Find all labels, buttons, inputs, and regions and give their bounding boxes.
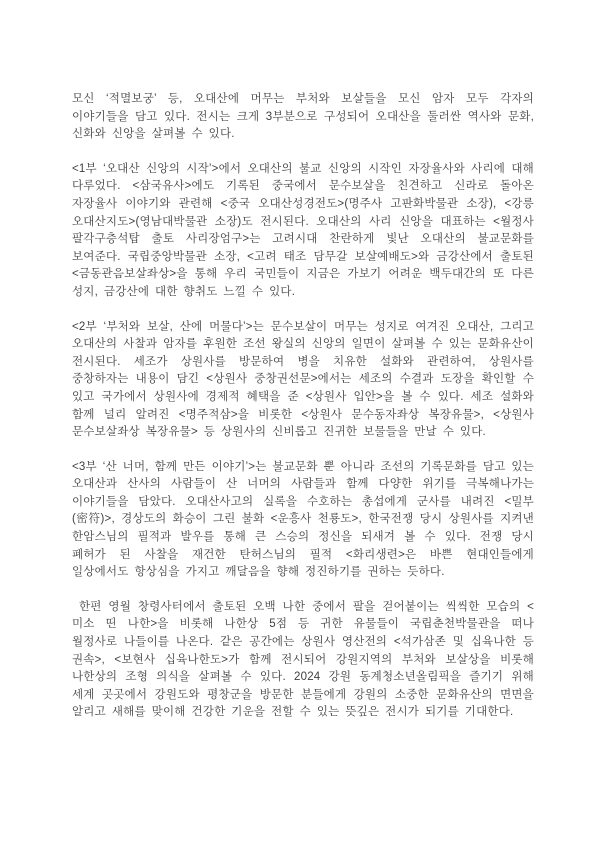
paragraph-closing: 한편 영월 창령사터에서 출토된 오백 나한 중에서 팔을 걷어붙이는 씩씩한 모습의 <미소 띤 나한>을 비롯해 나한상 5점 등 귀한 유물들이 국립춘천박물관을 떠나 월정사로 나들이를 나온다. 같은 공간에는 상원사 영산전의 <석가삼존 및 십육나한 등 권속>, <보현사 십육나한도>가 함께 전시되어 강원지역의 부처와 보살상을 비롯해 나한상의 조형 의식을 살펴볼 수 있다. 2024 강원 동계청소년올림픽을 즐기기 위해 세계 곳곳에서 강원도와 평창군을 방문한 분들에게 강원의 소중한 문화유산의 면면을 알리고 새해를 맞이해 건강한 기운을 전할 수 있는 뜻깊은 전시가 되기를 기대한다.	[72, 600, 534, 719]
paragraph-part1: <1부 ‘오대산 신앙의 시작’>에서 오대산의 불교 신앙의 시작인 자장율사와 사리에 대해 다루었다. <삼국유사>에도 기록된 중국에서 문수보살을 친견하고 신라로 돌아온 자장율사 이야기와 관련해 <중국 오대산성경전도>(명주사 고판화박물관 소장), <강릉 오대산지도>(영남대박물관 소장)도 전시된다. 오대산의 사리 신앙을 대표하는 <월정사 팔각구층석탑 출토 사리장엄구>는 고려시대 찬란하게 빛난 오대산의 불교문화를 보여준다. 국립중앙박물관 소장, <고려 태조 담무갈 보살예배도>와 금강산에서 출토된 <금동관음보살좌상>을 통해 우리 국민들이 지금은 가보기 어려운 백두대간의 또 다른 성지, 금강산에 대한 향취도 느낄 수 있다.	[72, 162, 534, 298]
paragraph-intro: 모신 ‘적멸보궁’ 등, 오대산에 머무는 부처와 보살들을 모신 암자 모두 각자의 이야기들을 담고 있다. 전시는 크게 3부분으로 구성되어 오대산을 둘러싼 역사와 문화, 신화와 신앙을 살펴볼 수 있다.	[72, 93, 534, 141]
paragraph-part3: <3부 ‘산 너머, 함께 만든 이야기’>는 불교문화 뿐 아니라 조선의 기록문화를 담고 있는 오대산과 산사의 사람들이 산 너머의 사람들과 함께 다양한 위기를 극복해나가는 이야기들을 담았다. 오대산사고의 실록을 수호하는 총섭에게 군사를 내려진 <밀부(密符)>, 경상도의 화승이 그린 불화 <운흥사 천룡도>, 한국전쟁 당시 상원사를 지켜낸 한암스님의 필적과 발우를 통해 큰 스승의 정신을 되새겨 볼 수 있다. 전쟁 당시 폐허가 된 사찰을 재건한 탄허스님의 필적 <화리생련>은 바쁜 현대인들에게 일상에서도 항상심을 가지고 깨달음을 향해 정진하기를 권하는 듯하다.	[72, 460, 534, 579]
article-body	[72, 91, 534, 739]
paragraph-part2: <2부 ‘부처와 보살, 산에 머물다’>는 문수보살이 머무는 성지로 여겨진 오대산, 그리고 오대산의 사찰과 암자를 후원한 조선 왕실의 신앙의 일면이 살펴볼 수 있는 문화유산이 전시된다. 세조가 상원사를 방문하여 병을 치유한 설화와 관련하여, 상원사를 중창하자는 내용이 담긴 <상원사 중창권선문>에서는 세조의 수결과 도장을 확인할 수 있고 국가에서 상원사에 경제적 혜택을 준 <상원사 입안>을 볼 수 있다. 세조 설화와 함께 널리 알려진 <명주적삼>을 비롯한 <상원사 문수동자좌상 복장유물>, <상원사 문수보살좌상 복장유물> 등 상원사의 신비롭고 진귀한 보물들을 만날 수 있다.	[72, 320, 534, 439]
